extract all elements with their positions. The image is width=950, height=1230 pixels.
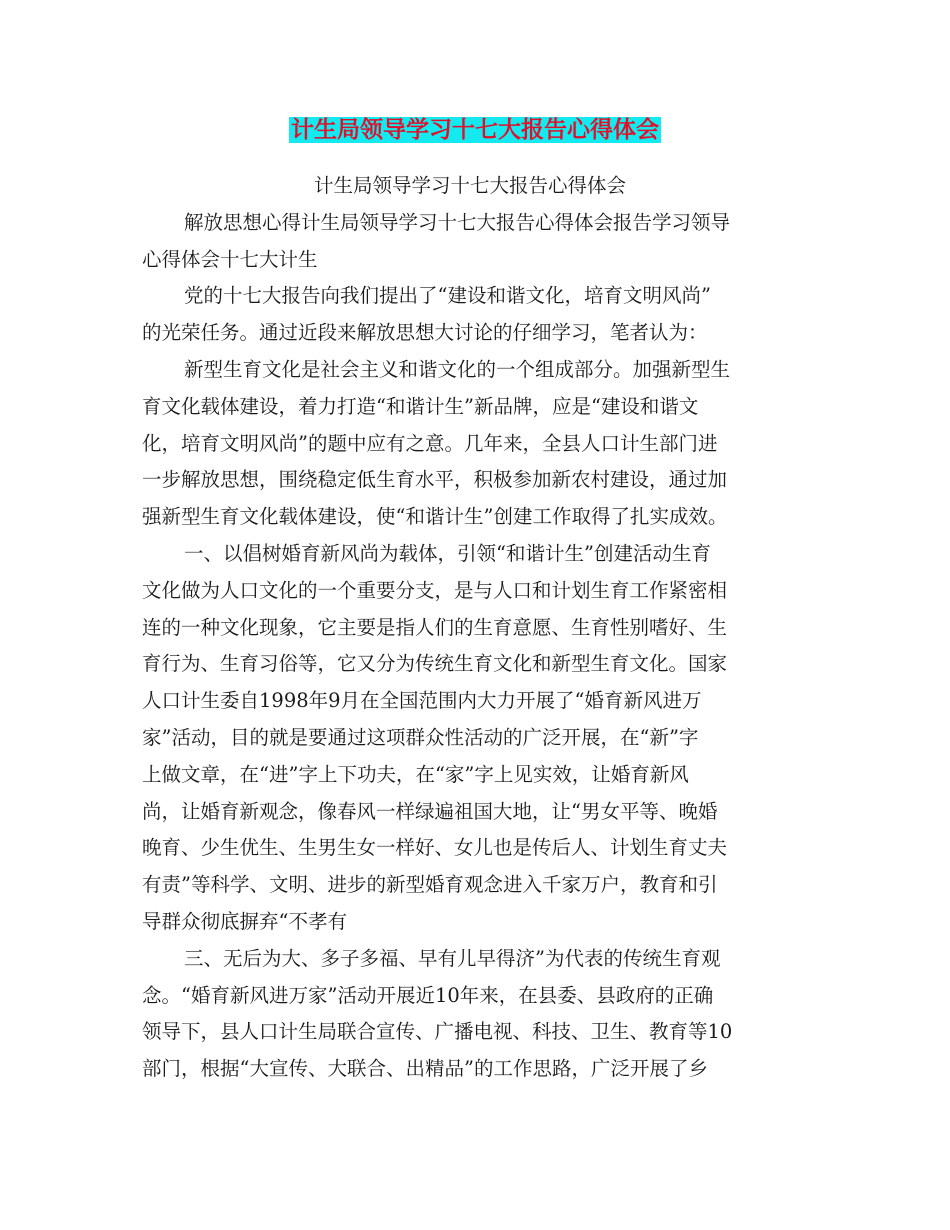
text-line: 人口计生委自1998年9月在全国范围内大力开展了“婚育新风进万 bbox=[142, 689, 702, 713]
text-line: 上做文章，在“进”字上下功夫，在“家”字上见实效，让婚育新风 bbox=[142, 762, 689, 786]
text-line: 党的十七大报告向我们提出了“建设和谐文化，培育文明风尚” bbox=[184, 284, 711, 308]
document-title bbox=[0, 113, 950, 147]
text-line: 晚育、少生优生、生男生女一样好、女儿也是传后人、计划生育丈夫 bbox=[142, 836, 728, 860]
text-line: 部门，根据“大宣传、大联合、出精品”的工作思路，广泛开展了乡 bbox=[142, 1057, 708, 1081]
text-line: 计生局领导学习十七大报告心得体会 bbox=[313, 174, 626, 197]
text-line: 一步解放思想，围绕稳定低生育水平，积极参加新农村建设，通过加 bbox=[142, 468, 728, 492]
text-line: 尚，让婚育新观念，像春风一样绿遍祖国大地，让“男女平等、晚婚 bbox=[142, 799, 718, 823]
text-line: 心得体会十七大计生 bbox=[142, 247, 318, 271]
text-line: 家”活动，目的就是要通过这项群众性活动的广泛开展，在“新”字 bbox=[142, 725, 699, 749]
text-line: 领导下，县人口计生局联合宣传、广播电视、科技、卫生、教育等10 bbox=[142, 1020, 733, 1044]
text-line: 念。“婚育新风进万家”活动开展近10年来，在县委、县政府的正确 bbox=[142, 983, 714, 1007]
text-line: 三、无后为大、多子多福、早有儿早得济”为代表的传统生育观 bbox=[184, 946, 721, 970]
text-line: 新型生育文化是社会主义和谐文化的一个组成部分。加强新型生 bbox=[184, 357, 731, 381]
text-line: 化，培育文明风尚”的题中应有之意。几年来，全县人口计生部门进 bbox=[142, 431, 718, 455]
text-line: 导群众彻底摒弃“不孝有 bbox=[142, 909, 347, 933]
document-title-text: 计生局领导学习十七大报告心得体会 bbox=[291, 117, 659, 143]
text-line: 育行为、生育习俗等，它又分为传统生育文化和新型生育文化。国家 bbox=[142, 652, 728, 676]
text-line: 有责”等科学、文明、进步的新型婚育观念进入千家万户，教育和引 bbox=[142, 873, 718, 897]
text-line: 一、以倡树婚育新风尚为载体，引领“和谐计生”创建活动生育 bbox=[184, 541, 711, 565]
document-body bbox=[142, 168, 806, 1088]
text-line: 的光荣任务。通过近段来解放思想大讨论的仔细学习，笔者认为： bbox=[142, 321, 708, 345]
text-line: 强新型生育文化载体建设，使“和谐计生”创建工作取得了扎实成效。 bbox=[142, 505, 728, 529]
text-line: 文化做为人口文化的一个重要分支，是与人口和计划生育工作紧密相 bbox=[142, 578, 728, 602]
text-line: 连的一种文化现象，它主要是指人们的生育意愿、生育性别嗜好、生 bbox=[142, 615, 728, 639]
text-line: 解放思想心得计生局领导学习十七大报告心得体会报告学习领导 bbox=[184, 210, 731, 234]
text-line: 育文化载体建设，着力打造“和谐计生”新品牌，应是“建设和谐文 bbox=[142, 394, 699, 418]
